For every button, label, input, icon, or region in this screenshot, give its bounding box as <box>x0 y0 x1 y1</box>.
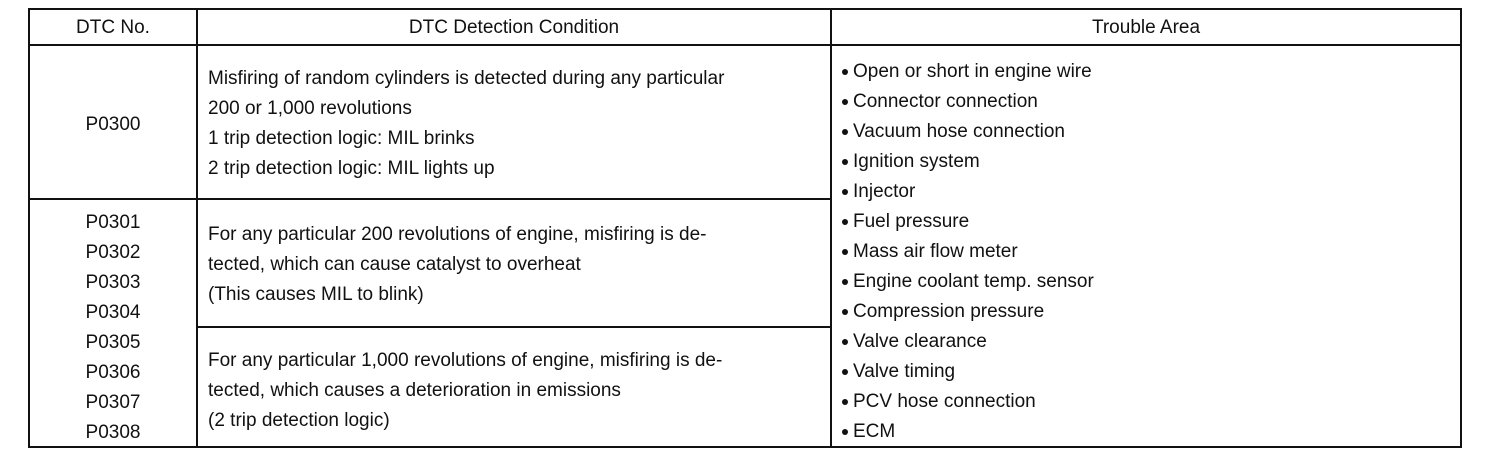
header-detection-condition: DTC Detection Condition <box>408 17 620 38</box>
trouble-area-item: Vacuum hose connection <box>853 121 1065 142</box>
condition-line: Misfiring of random cylinders is detected during any particular <box>208 68 725 89</box>
trouble-area-item: Injector <box>853 181 916 202</box>
dtc-code: P0300 <box>85 114 141 135</box>
condition-line: For any particular 1,000 revolutions of engine, misfiring is de- <box>208 350 723 371</box>
condition-line: 1 trip detection logic: MIL brinks <box>208 128 475 149</box>
dtc-code: P0303 <box>85 272 141 293</box>
trouble-area-item: Valve clearance <box>853 331 987 352</box>
bullet-icon <box>842 399 848 405</box>
column-divider <box>830 10 832 446</box>
condition-line: tected, which causes a deterioration in emissions <box>208 380 621 401</box>
trouble-area-item: Engine coolant temp. sensor <box>853 271 1094 292</box>
trouble-area-item: Mass air flow meter <box>853 241 1018 262</box>
dtc-code: P0307 <box>85 392 141 413</box>
condition-line: For any particular 200 revolutions of engine, misfiring is de- <box>208 224 707 245</box>
trouble-area-item: Compression pressure <box>853 301 1045 322</box>
dtc-table <box>28 8 1462 448</box>
bullet-icon <box>842 159 848 165</box>
bullet-icon <box>842 99 848 105</box>
condition-line: 200 or 1,000 revolutions <box>208 98 412 119</box>
trouble-area-item: Open or short in engine wire <box>853 61 1092 82</box>
dtc-code: P0304 <box>85 302 141 323</box>
bullet-icon <box>842 279 848 285</box>
bullet-icon <box>842 189 848 195</box>
header-dtc-no: DTC No. <box>76 17 150 38</box>
bullet-icon <box>842 369 848 375</box>
trouble-area-item: ECM <box>853 421 896 442</box>
bullet-icon <box>842 249 848 255</box>
trouble-area-item: Fuel pressure <box>853 211 970 232</box>
row-divider <box>196 326 830 328</box>
dtc-code: P0308 <box>85 422 141 443</box>
bullet-icon <box>842 309 848 315</box>
bullet-icon <box>842 129 848 135</box>
bullet-icon <box>842 429 848 435</box>
dtc-code: P0302 <box>85 242 141 263</box>
trouble-area-item: Connector connection <box>853 91 1038 112</box>
bullet-icon <box>842 69 848 75</box>
bullet-icon <box>842 339 848 345</box>
dtc-code: P0306 <box>85 362 141 383</box>
trouble-area-item: PCV hose connection <box>853 391 1036 412</box>
condition-line: 2 trip detection logic: MIL lights up <box>208 158 495 179</box>
condition-line: tected, which can cause catalyst to overheat <box>208 254 581 275</box>
header-trouble-area: Trouble Area <box>1091 17 1201 38</box>
dtc-code: P0305 <box>85 332 141 353</box>
row-divider <box>30 198 830 200</box>
condition-line: (This causes MIL to blink) <box>208 284 424 305</box>
trouble-area-item: Valve timing <box>853 361 956 382</box>
condition-line: (2 trip detection logic) <box>208 410 390 431</box>
trouble-area-item: Ignition system <box>853 151 980 172</box>
column-divider <box>196 10 198 446</box>
dtc-code: P0301 <box>85 212 141 233</box>
bullet-icon <box>842 219 848 225</box>
